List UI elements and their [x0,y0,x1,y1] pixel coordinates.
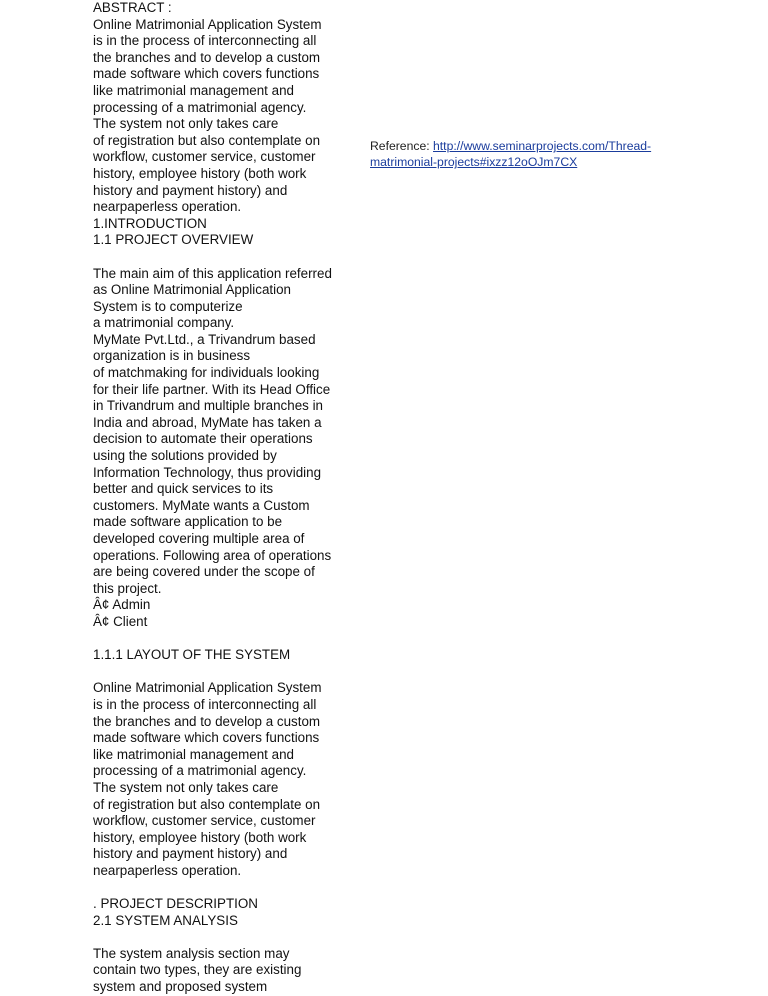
document-body [93,0,361,996]
document-line: made software which covers functions [93,730,320,746]
reference-link[interactable]: http://www.seminarprojects.com/Thread- [433,139,652,153]
document-line: of matchmaking for individuals looking [93,365,320,381]
document-line: a matrimonial company. [93,315,235,331]
document-line: MyMate Pvt.Ltd., a Trivandrum based [93,331,316,347]
document-line: like matrimonial management and [93,746,294,762]
document-line: organization is in business [93,348,251,364]
document-line: 1.1 PROJECT OVERVIEW [93,232,254,248]
reference-link-continued[interactable]: matrimonial-projects#ixzz12oOJm7CX [370,155,578,170]
document-line: this project. [93,580,162,596]
document-line: the branches and to develop a custom [93,49,321,65]
document-line: as Online Matrimonial Application [93,282,291,298]
document-line: is in the process of interconnecting all [93,33,317,49]
document-line: nearpaperless operation. [93,862,242,878]
document-line: of registration but also contemplate on [93,132,321,148]
document-line: like matrimonial management and [93,82,294,98]
document-line: ABSTRACT : [93,0,172,15]
document-line [93,929,361,946]
document-line: processing of a matrimonial agency. [93,763,307,779]
document-line: made software which covers functions [93,66,320,82]
document-line: System is to computerize [93,298,243,314]
document-line: Online Matrimonial Application System [93,680,322,696]
document-line: better and quick services to its [93,481,274,497]
document-line: system and proposed system [93,979,268,995]
document-line [93,664,361,681]
reference-note [370,138,690,171]
document-line: is in the process of interconnecting all [93,696,317,712]
document-line: made software application to be [93,514,283,530]
document-line: history and payment history) and [93,846,288,862]
document-line: The system analysis section may [93,945,290,961]
document-line: workflow, customer service, customer [93,813,316,829]
document-line: for their life partner. With its Head Office [93,381,331,397]
document-line: Â¢ Admin [93,597,151,613]
document-line: contain two types, they are existing [93,962,302,978]
document-line: nearpaperless operation. [93,199,242,215]
document-line: using the solutions provided by [93,448,277,464]
document-line: decision to automate their operations [93,431,313,447]
document-line: workflow, customer service, customer [93,149,316,165]
document-line [93,249,361,266]
document-line: in Trivandrum and multiple branches in [93,398,323,414]
document-line [93,879,361,896]
document-line: customers. MyMate wants a Custom [93,497,310,513]
document-line: India and abroad, MyMate has taken a [93,414,322,430]
document-line: of registration but also contemplate on [93,796,321,812]
document-line: 1.INTRODUCTION [93,215,207,231]
document-line: Online Matrimonial Application System [93,16,322,32]
document-line: history, employee history (both work [93,829,307,845]
document-line: The main aim of this application referred [93,265,332,281]
document-line: 2.1 SYSTEM ANALYSIS [93,912,238,928]
document-line: The system not only takes care [93,116,279,132]
document-line: the branches and to develop a custom [93,713,321,729]
document-line [93,631,361,648]
document-line: history, employee history (both work [93,165,307,181]
document-line: Â¢ Client [93,613,148,629]
document-line: processing of a matrimonial agency. [93,99,307,115]
reference-label: Reference: [370,139,434,153]
document-line: Information Technology, thus providing [93,464,322,480]
document-line: operations. Following area of operations [93,547,332,563]
document-line: developed covering multiple area of [93,531,305,546]
document-line: 1.1.1 LAYOUT OF THE SYSTEM [93,647,291,663]
document-line: . PROJECT DESCRIPTION [93,896,258,912]
document-line: The system not only takes care [93,779,279,795]
document-line: are being covered under the scope of [93,564,315,580]
document-line: history and payment history) and [93,182,288,198]
